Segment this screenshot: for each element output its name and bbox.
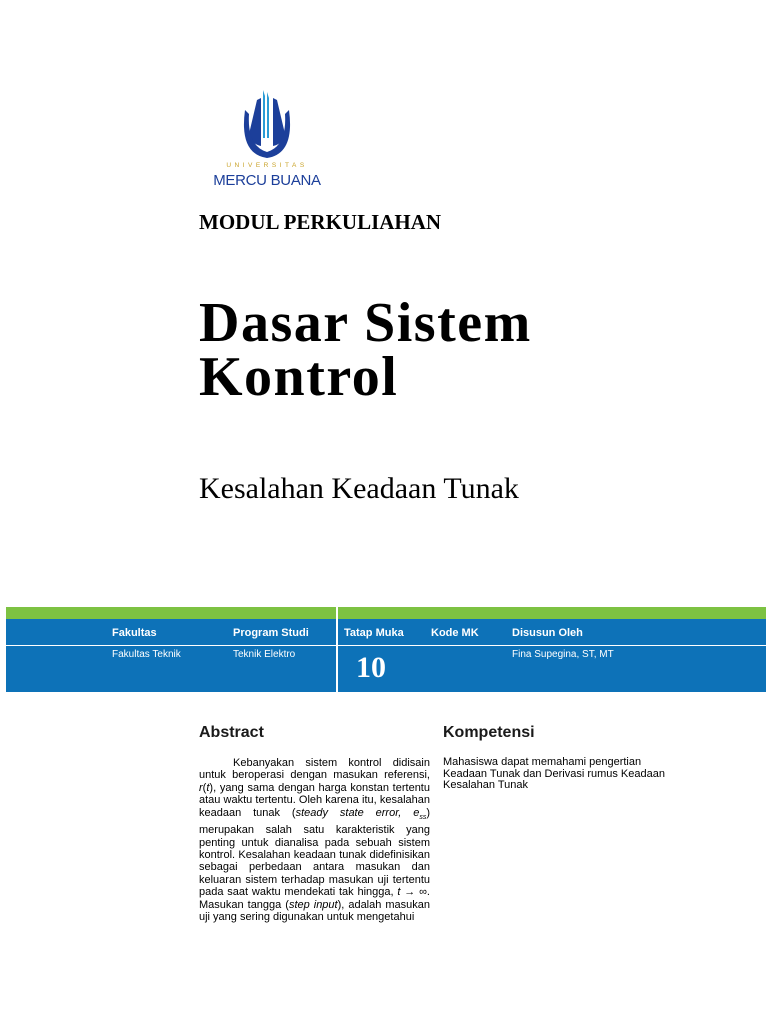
- info-bar-accent: [6, 607, 766, 619]
- university-logo: [199, 88, 335, 192]
- author-value: Fina Supegina, ST, MT: [512, 649, 614, 660]
- module-label: MODUL PERKULIAHAN: [199, 210, 442, 234]
- abstract-text-part: ) merupakan salah satu karakteristik yang penting untuk dianalisa pada sebuah sistem kontrol. Kesalahan keadaan tunak didefinisikan sebagai perbedaan antara masukan dan keluaran sistem terhadap masukan uji tertentu pada saat waktu mendekati tak hingga,: [199, 806, 430, 899]
- faculty-label: Fakultas: [112, 627, 157, 639]
- abstract-text-part: ), adalah masukan uji yang sering digunakan untuk mengetahui: [199, 898, 431, 924]
- abstract-heading: Abstract: [199, 724, 264, 741]
- abstract-paren-close: ): [209, 781, 214, 794]
- title-line-1: Dasar Sistem: [199, 292, 532, 354]
- info-bar-column-divider: [336, 607, 338, 692]
- abstract-text-part: Kebanyakan sistem kontrol didisain untuk beroperasi dengan masukan referensi,: [199, 757, 430, 782]
- logo-name: MERCU BUANA: [213, 172, 321, 189]
- university-emblem-icon: [239, 88, 295, 160]
- info-bar-divider: [6, 645, 766, 646]
- title-line-2: Kontrol: [199, 346, 399, 408]
- abstract-term-steady-state: steady state error, e: [295, 806, 420, 819]
- abstract-subscript: ss: [419, 813, 427, 821]
- course-code-label: Kode MK: [431, 627, 479, 639]
- meeting-label: Tatap Muka: [344, 627, 404, 639]
- faculty-value: Fakultas Teknik: [112, 649, 181, 660]
- program-value: Teknik Elektro: [233, 649, 296, 660]
- abstract-paren-open: (: [202, 781, 207, 794]
- logo-tagline: UNIVERSITAS: [226, 162, 308, 169]
- abstract-text-part: . Masukan tangga (: [199, 886, 430, 911]
- abstract-term-step-input: step input: [288, 898, 338, 911]
- abstract-arrow-infinity: → ∞: [400, 886, 427, 899]
- author-label: Disusun Oleh: [512, 627, 583, 639]
- abstract-symbol-r: r: [199, 781, 203, 794]
- program-label: Program Studi: [233, 627, 309, 639]
- meeting-value: 10: [356, 651, 386, 684]
- page-subtitle: Kesalahan Keadaan Tunak: [199, 472, 519, 505]
- page-title: [199, 292, 719, 408]
- course-info-bar: [6, 607, 766, 692]
- competence-heading: Kompetensi: [443, 724, 535, 741]
- abstract-symbol-t: t: [206, 781, 210, 794]
- abstract-symbol-t: t: [397, 886, 401, 899]
- abstract-text-part: , yang sama dengan harga konstan tertentu atau waktu tertentu. Oleh karena itu, kesalahan keadaan tunak (: [199, 781, 430, 819]
- competence-text: Mahasiswa dapat memahami pengertian Keadaan Tunak dan Derivasi rumus Keadaan Kesalahan Tunak: [443, 756, 665, 791]
- abstract-text: [199, 757, 430, 923]
